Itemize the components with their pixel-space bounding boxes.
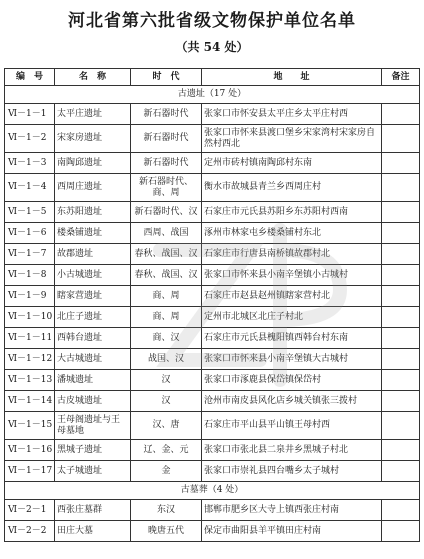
era-cell: 辽、金、元 <box>131 440 202 461</box>
table-row <box>5 125 420 153</box>
code-cell: Ⅵ－1－8 <box>5 265 55 286</box>
address-cell: 保定市曲阳县羊平镇田庄村南 <box>202 521 382 542</box>
address-cell: 石家庄市赵县赵州镇瞎家营村北 <box>202 286 382 307</box>
section-heading-row <box>5 482 420 500</box>
address-cell: 沧州市南皮县风化店乡城关镇张三拨村 <box>202 391 382 412</box>
address-cell: 张家口市怀来县渡口堡乡宋家湾村宋家房自然村西北 <box>202 125 382 153</box>
code-cell: Ⅵ－2－2 <box>5 521 55 542</box>
era-cell: 金 <box>131 461 202 482</box>
name-cell: 王母阁遗址与王母墓地 <box>55 412 131 440</box>
code-cell: Ⅵ－1－6 <box>5 223 55 244</box>
name-cell: 瞎家营遗址 <box>55 286 131 307</box>
note-cell <box>382 521 420 542</box>
name-cell: 北庄子遗址 <box>55 307 131 328</box>
section-heading: 古遗址（17 处） <box>5 86 420 104</box>
column-header-code: 编 号 <box>5 69 55 86</box>
code-cell: Ⅵ－1－14 <box>5 391 55 412</box>
code-cell: Ⅵ－1－17 <box>5 461 55 482</box>
era-cell: 西周、战国 <box>131 223 202 244</box>
name-cell: 田庄大墓 <box>55 521 131 542</box>
document-title: 河北省第六批省级文物保护单位名单 <box>68 11 356 31</box>
note-cell <box>382 461 420 482</box>
era-cell: 新石器时代 <box>131 125 202 153</box>
code-cell: Ⅵ－1－5 <box>5 202 55 223</box>
era-cell: 晚唐五代 <box>131 521 202 542</box>
name-cell: 大古城遗址 <box>55 349 131 370</box>
name-cell: 西张庄墓群 <box>55 500 131 521</box>
table-row <box>5 307 420 328</box>
era-cell: 新石器时代、商、周 <box>131 174 202 202</box>
address-cell: 张家口市怀来县小南辛堡镇大古城村 <box>202 349 382 370</box>
table-row <box>5 286 420 307</box>
era-cell: 战国、汉 <box>131 349 202 370</box>
code-cell: Ⅵ－1－15 <box>5 412 55 440</box>
code-cell: Ⅵ－1－1 <box>5 104 55 125</box>
era-cell: 新石器时代、汉 <box>131 202 202 223</box>
column-header-address: 地 址 <box>202 69 382 86</box>
name-cell: 黑城子遗址 <box>55 440 131 461</box>
address-cell: 张家口市张北县二泉井乡黑城子村北 <box>202 440 382 461</box>
note-cell <box>382 307 420 328</box>
code-cell: Ⅵ－1－4 <box>5 174 55 202</box>
era-cell: 商、汉 <box>131 328 202 349</box>
era-cell: 汉、唐 <box>131 412 202 440</box>
name-cell: 太子城遗址 <box>55 461 131 482</box>
address-cell: 石家庄市元氏县苏阳乡东苏阳村西南 <box>202 202 382 223</box>
code-cell: Ⅵ－1－3 <box>5 153 55 174</box>
code-cell: Ⅵ－1－7 <box>5 244 55 265</box>
note-cell <box>382 223 420 244</box>
address-cell: 张家口市崇礼县四台嘴乡太子城村 <box>202 461 382 482</box>
note-cell <box>382 265 420 286</box>
code-cell: Ⅵ－1－10 <box>5 307 55 328</box>
table-row <box>5 440 420 461</box>
note-cell <box>382 286 420 307</box>
table-row <box>5 521 420 542</box>
address-cell: 定州市北城区北庄子村北 <box>202 307 382 328</box>
name-cell: 东苏阳遗址 <box>55 202 131 223</box>
column-header-note: 备注 <box>382 69 420 86</box>
table-row <box>5 153 420 174</box>
code-cell: Ⅵ－1－12 <box>5 349 55 370</box>
era-cell: 商、周 <box>131 307 202 328</box>
note-cell <box>382 244 420 265</box>
table-row <box>5 461 420 482</box>
address-cell: 涿州市林家屯乡楼桑铺村东北 <box>202 223 382 244</box>
table-row <box>5 104 420 125</box>
name-cell: 潘城遗址 <box>55 370 131 391</box>
table-row <box>5 500 420 521</box>
table-row <box>5 202 420 223</box>
name-cell: 古皮城遗址 <box>55 391 131 412</box>
column-header-name: 名 称 <box>55 69 131 86</box>
address-cell: 衡水市故城县青兰乡西周庄村 <box>202 174 382 202</box>
code-cell: Ⅵ－2－1 <box>5 500 55 521</box>
name-cell: 小古城遗址 <box>55 265 131 286</box>
era-cell: 新石器时代 <box>131 153 202 174</box>
era-cell: 春秋、战国、汉 <box>131 265 202 286</box>
code-cell: Ⅵ－1－2 <box>5 125 55 153</box>
note-cell <box>382 412 420 440</box>
code-cell: Ⅵ－1－11 <box>5 328 55 349</box>
address-cell: 张家口市涿鹿县保岱镇保岱村 <box>202 370 382 391</box>
era-cell: 新石器时代 <box>131 104 202 125</box>
note-cell <box>382 349 420 370</box>
note-cell <box>382 391 420 412</box>
address-cell: 石家庄市平山县平山镇王母村西 <box>202 412 382 440</box>
table-row <box>5 412 420 440</box>
name-cell: 楼桑铺遗址 <box>55 223 131 244</box>
heritage-table <box>4 68 420 542</box>
era-cell: 汉 <box>131 391 202 412</box>
address-cell: 石家庄市行唐县南桥镇故郡村北 <box>202 244 382 265</box>
section-heading: 古墓葬（4 处） <box>5 482 420 500</box>
era-cell: 汉 <box>131 370 202 391</box>
note-cell <box>382 174 420 202</box>
table-row <box>5 265 420 286</box>
name-cell: 故郡遗址 <box>55 244 131 265</box>
code-cell: Ⅵ－1－16 <box>5 440 55 461</box>
code-cell: Ⅵ－1－13 <box>5 370 55 391</box>
note-cell <box>382 104 420 125</box>
table-header-row <box>5 69 420 86</box>
address-cell: 石家庄市元氏县槐阳镇西韩台村东南 <box>202 328 382 349</box>
document-subtitle: （共 54 处） <box>175 40 249 54</box>
table-row <box>5 174 420 202</box>
note-cell <box>382 328 420 349</box>
address-cell: 张家口市怀安县太平庄乡太平庄村西 <box>202 104 382 125</box>
note-cell <box>382 125 420 153</box>
table-row <box>5 391 420 412</box>
table-row <box>5 223 420 244</box>
code-cell: Ⅵ－1－9 <box>5 286 55 307</box>
table-row <box>5 244 420 265</box>
name-cell: 西韩台遗址 <box>55 328 131 349</box>
era-cell: 商、周 <box>131 286 202 307</box>
name-cell: 西周庄遗址 <box>55 174 131 202</box>
name-cell: 宋家房遗址 <box>55 125 131 153</box>
note-cell <box>382 202 420 223</box>
note-cell <box>382 500 420 521</box>
table-row <box>5 349 420 370</box>
column-header-era: 时 代 <box>131 69 202 86</box>
name-cell: 南陶邱遗址 <box>55 153 131 174</box>
table-body <box>5 86 420 542</box>
section-heading-row <box>5 86 420 104</box>
address-cell: 邯郸市肥乡区大寺上镇西张庄村南 <box>202 500 382 521</box>
era-cell: 春秋、战国、汉 <box>131 244 202 265</box>
table-row <box>5 370 420 391</box>
note-cell <box>382 370 420 391</box>
note-cell <box>382 440 420 461</box>
table-row <box>5 328 420 349</box>
address-cell: 定州市砖村镇南陶邱村东南 <box>202 153 382 174</box>
note-cell <box>382 153 420 174</box>
era-cell: 东汉 <box>131 500 202 521</box>
address-cell: 张家口市怀来县小南辛堡镇小古城村 <box>202 265 382 286</box>
name-cell: 太平庄遗址 <box>55 104 131 125</box>
